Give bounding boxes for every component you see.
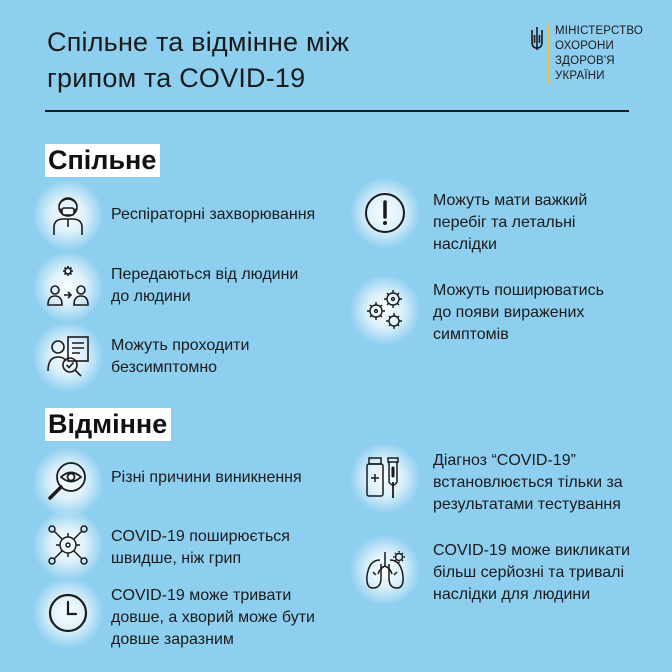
lungs-virus-icon (363, 548, 407, 592)
logo-line-1: МІНІСТЕРСТВО (555, 25, 644, 37)
list-item: Діагноз “COVID-19” встановлюється тільки за результатами тестування (433, 452, 623, 513)
list-item: Можуть мати важкий перебіг та летальні наслідки (433, 192, 588, 253)
trident-icon (530, 26, 544, 52)
clock-icon (46, 591, 90, 635)
logo-line-2: ОХОРОНИ (555, 40, 614, 52)
magnifier-eye-icon (46, 460, 90, 504)
header-divider (45, 110, 629, 112)
logo-line-4: УКРАЇНИ (555, 70, 605, 82)
list-item: COVID-19 може викликати більш серйозні та тривалі наслідки для людини (433, 542, 631, 603)
page-title (47, 24, 349, 96)
list-item: Різні причини виникнення (111, 469, 302, 486)
exclamation-icon (363, 191, 407, 235)
logo-line-3: ЗДОРОВ'Я (555, 55, 615, 67)
viruses-icon (363, 288, 407, 332)
ministry-logo (530, 24, 643, 84)
list-item: COVID-19 поширюється швидше, ніж грип (111, 528, 290, 567)
test-tube-swab-icon (363, 456, 407, 500)
list-item: Можуть проходити безсимптомно (111, 337, 250, 376)
logo-accent-bar (548, 24, 550, 84)
title-line-2: грипом та COVID-19 (47, 63, 306, 93)
list-item: Передаються від людини до людини (111, 266, 299, 305)
list-item: Респіраторні захворювання (111, 206, 316, 223)
title-line-1: Спільне та відмінне між (47, 27, 350, 57)
virus-spread-icon (46, 523, 90, 567)
different-heading: Відмінне (45, 408, 171, 441)
list-item: COVID-19 може тривати довше, а хворий може бути довше заразним (111, 587, 315, 648)
people-transmission-icon (46, 265, 90, 309)
mask-person-icon (46, 193, 90, 237)
doctor-checkmark-icon (46, 335, 90, 379)
list-item: Можуть поширюватись до появи виражених симптомів (433, 282, 604, 343)
common-heading: Спільне (45, 144, 160, 177)
logo-text (555, 24, 643, 84)
